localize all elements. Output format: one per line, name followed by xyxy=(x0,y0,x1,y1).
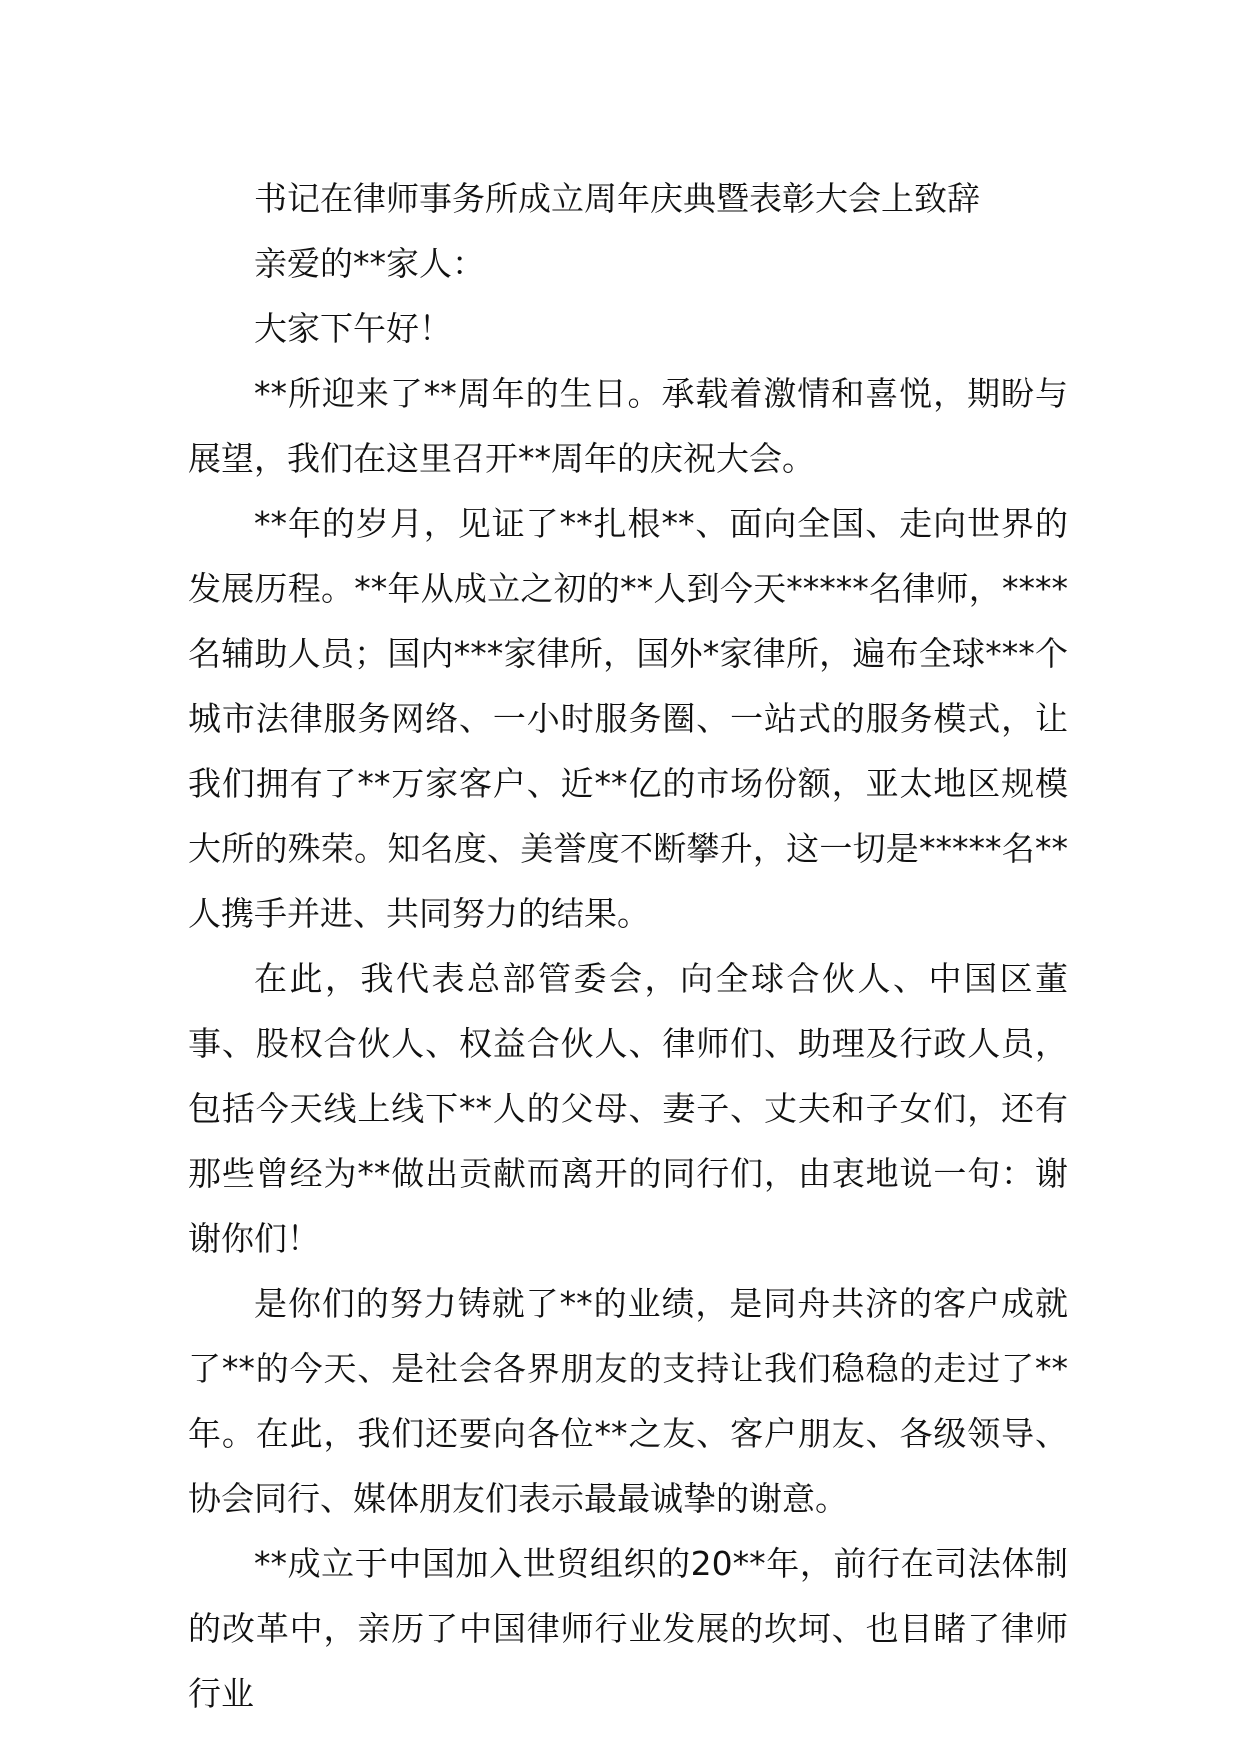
document-body xyxy=(188,166,1068,1726)
greeting: 大家下午好！ xyxy=(254,309,452,348)
paragraph-1: **所迎来了**周年的生日。承载着激情和喜悦，期盼与展望，我们在这里召开**周年的庆祝大会。 xyxy=(188,374,1068,478)
paragraph-2: **年的岁月，见证了**扎根**、面向全国、走向世界的发展历程。**年从成立之初的**人到今天*****名律师，****名辅助人员；国内***家律所，国外*家律所，遍布全球***个城市法律服务网络、一小时服务圈、一站式的服务模式，让我们拥有了**万家客户、近**亿的市场份额，亚太地区规模大所的殊荣。知名度、美誉度不断攀升，这一切是*****名**人携手并进、共同努力的结果。 xyxy=(188,504,1068,933)
paragraph-3: 在此，我代表总部管委会，向全球合伙人、中国区董事、股权合伙人、权益合伙人、律师们、助理及行政人员，包括今天线上线下**人的父母、妻子、丈夫和子女们，还有那些曾经为**做出贡献而离开的同行们，由衷地说一句：谢谢你们！ xyxy=(188,959,1068,1258)
document-title: 书记在律师事务所成立周年庆典暨表彰大会上致辞 xyxy=(254,179,980,218)
salutation: 亲爱的**家人： xyxy=(254,244,485,283)
paragraph-5: **成立于中国加入世贸组织的20**年，前行在司法体制的改革中，亲历了中国律师行业发展的坎坷、也目睹了律师行业 xyxy=(188,1544,1068,1713)
paragraph-4: 是你们的努力铸就了**的业绩，是同舟共济的客户成就了**的今天、是社会各界朋友的支持让我们稳稳的走过了**年。在此，我们还要向各位**之友、客户朋友、各级领导、协会同行、媒体朋友们表示最最诚挚的谢意。 xyxy=(188,1284,1068,1518)
